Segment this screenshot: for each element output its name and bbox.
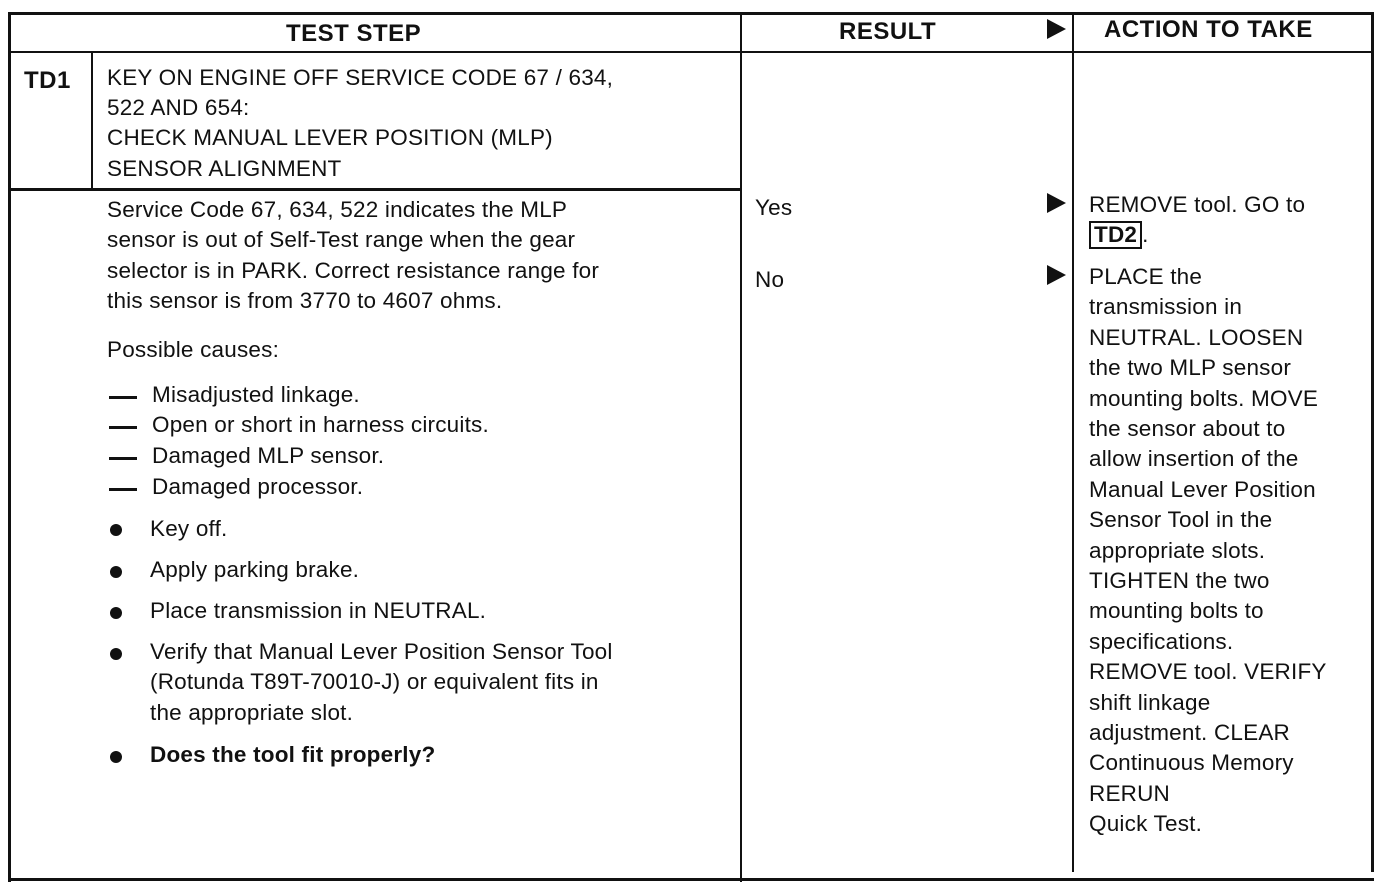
table-border-top — [8, 12, 1374, 15]
bullet-icon — [110, 524, 122, 536]
result-yes: Yes — [755, 195, 793, 220]
bullet-question: Does the tool fit properly? — [150, 742, 436, 767]
result-no: No — [755, 267, 785, 292]
step-id: TD1 — [24, 67, 71, 94]
td2-reference[interactable]: TD2 — [1089, 221, 1142, 249]
dash-icon — [109, 457, 137, 460]
bullet-item: Place transmission in NEUTRAL. — [150, 598, 487, 623]
column-divider-result — [740, 12, 742, 882]
bullet-item: the appropriate slot. — [150, 700, 354, 725]
intro-line: sensor is out of Self-Test range when the gear — [107, 227, 576, 252]
action-no-line: the two MLP sensor — [1089, 355, 1292, 381]
bullet-icon — [110, 607, 122, 619]
bullet-item: Apply parking brake. — [150, 557, 360, 582]
cause-item: Misadjusted linkage. — [152, 382, 360, 407]
cause-item: Damaged processor. — [152, 474, 364, 499]
header-result: RESULT — [839, 18, 937, 45]
action-no-line: TIGHTEN the two — [1089, 568, 1270, 593]
intro-line: selector is in PARK. Correct resistance range for — [107, 258, 600, 283]
bullet-icon — [110, 566, 122, 578]
cause-item: Damaged MLP sensor. — [152, 443, 385, 468]
table-border-bottom — [8, 878, 1374, 881]
intro-line: this sensor is from 3770 to 4607 ohms. — [107, 288, 503, 313]
action-no-line: Manual Lever Position — [1089, 476, 1316, 502]
step-title-line: 522 AND 654: — [107, 95, 250, 120]
header-divider — [8, 51, 1374, 53]
arrow-yes-icon — [1047, 193, 1066, 213]
header-arrow-icon — [1047, 19, 1066, 39]
action-no-line: allow insertion of the — [1089, 446, 1299, 472]
action-no-line: PLACE the — [1089, 264, 1203, 289]
step-title-divider — [8, 188, 742, 191]
causes-heading: Possible causes: — [107, 337, 280, 362]
action-yes-line: REMOVE tool. GO to — [1089, 192, 1306, 217]
action-no-line: the sensor about to — [1089, 416, 1286, 441]
action-no-line: Sensor Tool in the — [1089, 507, 1273, 533]
header-action: ACTION TO TAKE — [1104, 16, 1313, 43]
action-no-line: adjustment. CLEAR — [1089, 720, 1290, 745]
bullet-icon — [110, 648, 122, 660]
table-border-right — [1371, 12, 1374, 872]
bullet-item: Verify that Manual Lever Position Sensor Tool — [150, 639, 613, 664]
action-no-line: shift linkage — [1089, 689, 1211, 715]
header-test-step: TEST STEP — [286, 20, 422, 47]
action-yes-ref-line — [1089, 220, 1149, 250]
column-divider-action — [1072, 12, 1074, 872]
bullet-item: (Rotunda T89T-70010-J) or equivalent fits in — [150, 669, 599, 694]
action-no-line: appropriate slots. — [1089, 537, 1266, 563]
dash-icon — [109, 426, 137, 429]
step-title-line: SENSOR ALIGNMENT — [107, 156, 342, 181]
action-no-line: Continuous Memory — [1089, 750, 1294, 776]
action-no-line: transmission in — [1089, 294, 1243, 320]
step-title-line: CHECK MANUAL LEVER POSITION (MLP) — [107, 125, 553, 150]
action-no-line: mounting bolts to — [1089, 598, 1264, 624]
bullet-icon — [110, 751, 122, 763]
action-no-line: NEUTRAL. LOOSEN — [1089, 324, 1304, 350]
action-no-line: Quick Test. — [1089, 811, 1203, 837]
intro-line: Service Code 67, 634, 522 indicates the MLP — [107, 197, 568, 222]
dash-icon — [109, 396, 137, 399]
cause-item: Open or short in harness circuits. — [152, 412, 489, 437]
action-yes-suffix: . — [1142, 222, 1149, 247]
dash-icon — [109, 488, 137, 491]
table-border-left — [8, 12, 11, 882]
step-title-line: KEY ON ENGINE OFF SERVICE CODE 67 / 634, — [107, 65, 614, 90]
action-no-line: RERUN — [1089, 780, 1171, 806]
bullet-item: Key off. — [150, 516, 228, 541]
arrow-no-icon — [1047, 265, 1066, 285]
action-no-line: specifications. — [1089, 628, 1234, 654]
action-no-line: REMOVE tool. VERIFY — [1089, 659, 1327, 685]
step-id-divider — [91, 53, 93, 190]
action-no-line: mounting bolts. MOVE — [1089, 385, 1319, 411]
